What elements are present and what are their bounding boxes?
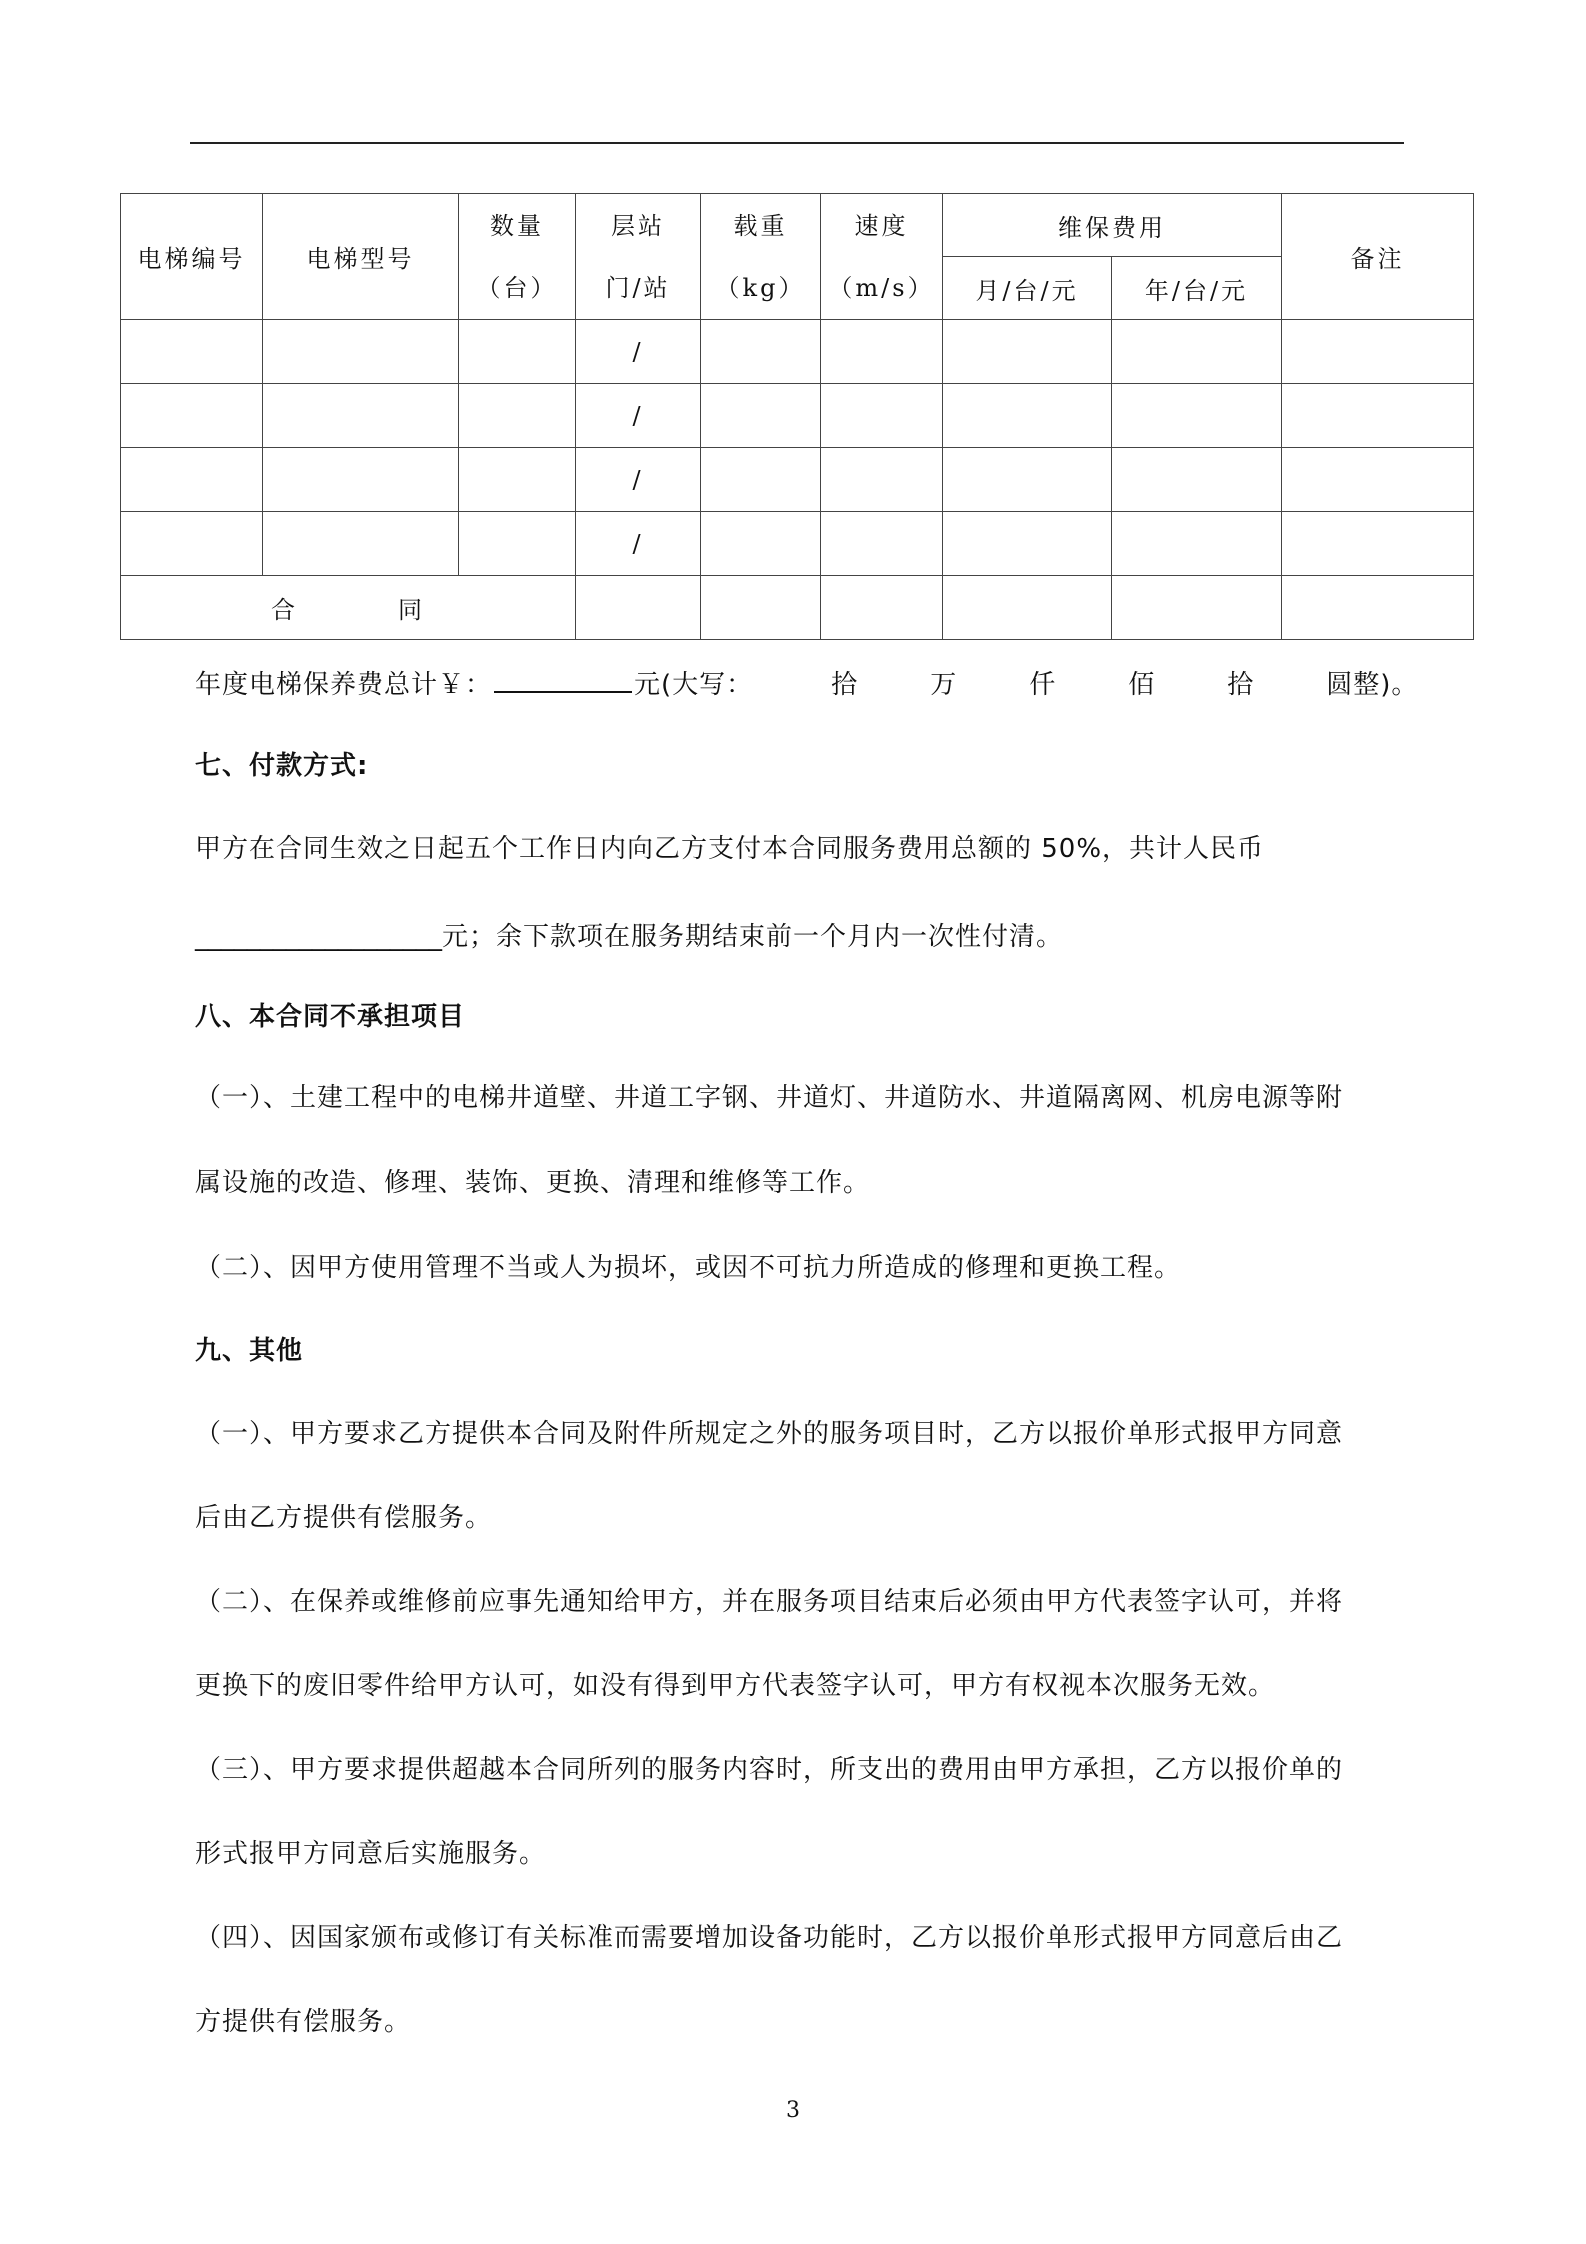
section-8-title: 八、本合同不承担项目 (195, 1002, 466, 1032)
section-8-item-1-cont: 属设施的改造、修理、装饰、更换、清理和维修等工作。 (195, 1168, 871, 1198)
floor-cell: / (576, 448, 701, 512)
header-quantity: 数量 （台） (459, 194, 576, 320)
section-7-paragraph: 甲方在合同生效之日起五个工作日内向乙方支付本合同服务费用总额的 50%，共计人民币 (195, 834, 1265, 864)
elevator-fee-table (120, 193, 1474, 640)
floor-cell: / (576, 384, 701, 448)
section-9-item-1: （一）、甲方要求乙方提供本合同及附件所规定之外的服务项目时，乙方以报价单形式报甲方同意 (195, 1419, 1344, 1449)
section-9-item-3: （三）、甲方要求提供超越本合同所列的服务内容时，所支出的费用由甲方承担，乙方以报价单的 (195, 1755, 1344, 1785)
section-9-item-2: （二）、在保养或维修前应事先通知给甲方，并在服务项目结束后必须由甲方代表签字认可，并将 (195, 1587, 1344, 1617)
section-8-item-1: （一）、土建工程中的电梯井道壁、井道工字钢、井道灯、井道防水、井道隔离网、机房电源等附 (195, 1083, 1344, 1113)
floor-cell: / (576, 320, 701, 384)
header-note: 备注 (1282, 194, 1474, 320)
section-9-title: 九、其他 (195, 1336, 304, 1366)
total-label: 合 同 (121, 576, 576, 640)
floor-cell: / (576, 512, 701, 576)
header-elevator-id: 电梯编号 (121, 194, 263, 320)
section-7-title: 七、付款方式: (195, 751, 369, 781)
header-fee-monthly: 月/台/元 (943, 257, 1112, 320)
section-7-paragraph-cont: ___________________元；余下款项在服务期结束前一个月内一次性付清。 (195, 922, 1064, 952)
section-9-item-4-cont: 方提供有偿服务。 (195, 2007, 412, 2037)
section-9-item-4: （四）、因国家颁布或修订有关标准而需要增加设备功能时，乙方以报价单形式报甲方同意后由乙 (195, 1923, 1344, 1953)
section-8-item-2: （二）、因甲方使用管理不当或人为损坏，或因不可抗力所造成的修理和更换工程。 (195, 1253, 1182, 1283)
header-elevator-model: 电梯型号 (263, 194, 459, 320)
header-fee-yearly: 年/台/元 (1112, 257, 1282, 320)
header-floors: 层站 门/站 (576, 194, 701, 320)
table-row (121, 512, 1474, 576)
page-number: 3 (786, 2098, 800, 2123)
amount-blank (494, 661, 632, 693)
section-9-item-3-cont: 形式报甲方同意后实施服务。 (195, 1839, 547, 1869)
table-row (121, 448, 1474, 512)
header-load: 载重 （kg） (701, 194, 821, 320)
table-row (121, 384, 1474, 448)
header-speed: 速度 （m/s） (821, 194, 943, 320)
header-rule (190, 142, 1404, 144)
header-maintenance-fee: 维保费用 (943, 194, 1282, 257)
section-9-item-1-cont: 后由乙方提供有偿服务。 (195, 1503, 493, 1533)
annual-fee-total-line: 年度电梯保养费总计￥： 元(大写： 拾 万 仟 佰 拾 圆整)。 (195, 661, 1418, 705)
section-9-item-2-cont: 更换下的废旧零件给甲方认可，如没有得到甲方代表签字认可，甲方有权视本次服务无效。 (195, 1671, 1276, 1701)
table-total-row (121, 576, 1474, 640)
table-row (121, 320, 1474, 384)
